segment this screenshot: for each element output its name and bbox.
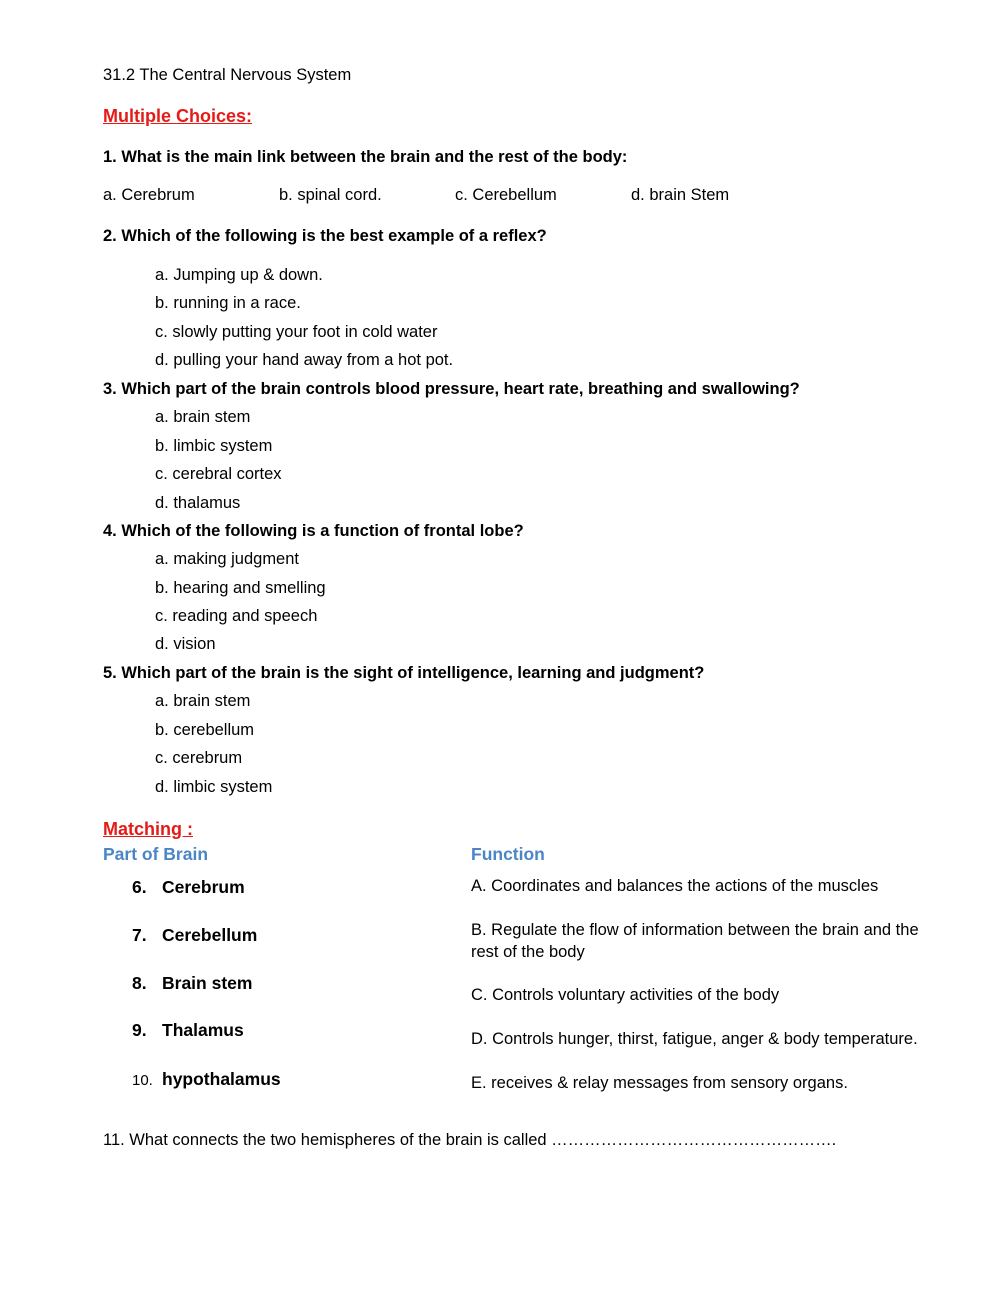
- part-of-brain-header: Part of Brain: [103, 844, 209, 864]
- match-part-number: 7.: [132, 925, 147, 945]
- match-part-name: hypothalamus: [162, 1069, 281, 1089]
- q2-option-a: a. Jumping up & down.: [155, 266, 323, 284]
- multiple-choice-heading: Multiple Choices:: [103, 106, 253, 126]
- q3-option-b: b. limbic system: [155, 437, 273, 455]
- function-header: Function: [471, 844, 545, 864]
- matching-heading: Matching :: [103, 819, 193, 839]
- question-2: 2. Which of the following is the best example of a reflex?: [103, 227, 547, 245]
- match-function-d: D. Controls hunger, thirst, fatigue, anger & body temperature.: [471, 1030, 918, 1048]
- page-title: 31.2 The Central Nervous System: [103, 66, 352, 84]
- q4-option-c: c. reading and speech: [155, 607, 318, 625]
- q4-option-d: d. vision: [155, 635, 216, 653]
- match-function-e: E. receives & relay messages from sensory organs.: [471, 1074, 848, 1092]
- q1-option-c: c. Cerebellum: [455, 186, 557, 204]
- q5-option-a: a. brain stem: [155, 692, 251, 710]
- q2-option-d: d. pulling your hand away from a hot pot.: [155, 351, 454, 369]
- q3-option-d: d. thalamus: [155, 494, 241, 512]
- q1-option-d: d. brain Stem: [631, 186, 730, 204]
- match-part-7: [132, 925, 257, 946]
- question-1: 1. What is the main link between the brain and the rest of the body:: [103, 148, 628, 166]
- q3-option-c: c. cerebral cortex: [155, 465, 282, 483]
- match-part-9: [132, 1020, 244, 1041]
- q5-option-c: c. cerebrum: [155, 749, 243, 767]
- match-part-number: 8.: [132, 973, 147, 993]
- q2-option-b: b. running in a race.: [155, 294, 301, 312]
- question-11: 11. What connects the two hemispheres of the brain is called …………………………………………….: [103, 1131, 837, 1149]
- match-part-number: 9.: [132, 1020, 147, 1040]
- match-part-name: Thalamus: [162, 1020, 244, 1040]
- match-part-6: [132, 877, 245, 898]
- question-4: 4. Which of the following is a function of frontal lobe?: [103, 522, 524, 540]
- match-function-a: A. Coordinates and balances the actions of the muscles: [471, 877, 879, 895]
- q1-option-b: b. spinal cord.: [279, 186, 382, 204]
- match-part-number: 6.: [132, 877, 147, 897]
- q4-option-b: b. hearing and smelling: [155, 579, 326, 597]
- q3-option-a: a. brain stem: [155, 408, 251, 426]
- q5-option-b: b. cerebellum: [155, 721, 255, 739]
- question-3: 3. Which part of the brain controls blood pressure, heart rate, breathing and swallowing?: [103, 380, 800, 398]
- match-part-10: [132, 1069, 281, 1090]
- match-part-name: Cerebrum: [162, 877, 245, 897]
- q1-option-a: a. Cerebrum: [103, 186, 195, 204]
- question-5: 5. Which part of the brain is the sight of intelligence, learning and judgment?: [103, 664, 705, 682]
- q5-option-d: d. limbic system: [155, 778, 273, 796]
- q2-option-c: c. slowly putting your foot in cold water: [155, 323, 438, 341]
- match-part-8: [132, 973, 252, 994]
- match-function-c: C. Controls voluntary activities of the body: [471, 986, 780, 1004]
- q4-option-a: a. making judgment: [155, 550, 299, 568]
- match-function-b: B. Regulate the flow of information between the brain and the rest of the body: [471, 921, 919, 961]
- match-part-name: Cerebellum: [162, 925, 258, 945]
- match-part-name: Brain stem: [162, 973, 253, 993]
- match-part-number: 10.: [132, 1072, 153, 1089]
